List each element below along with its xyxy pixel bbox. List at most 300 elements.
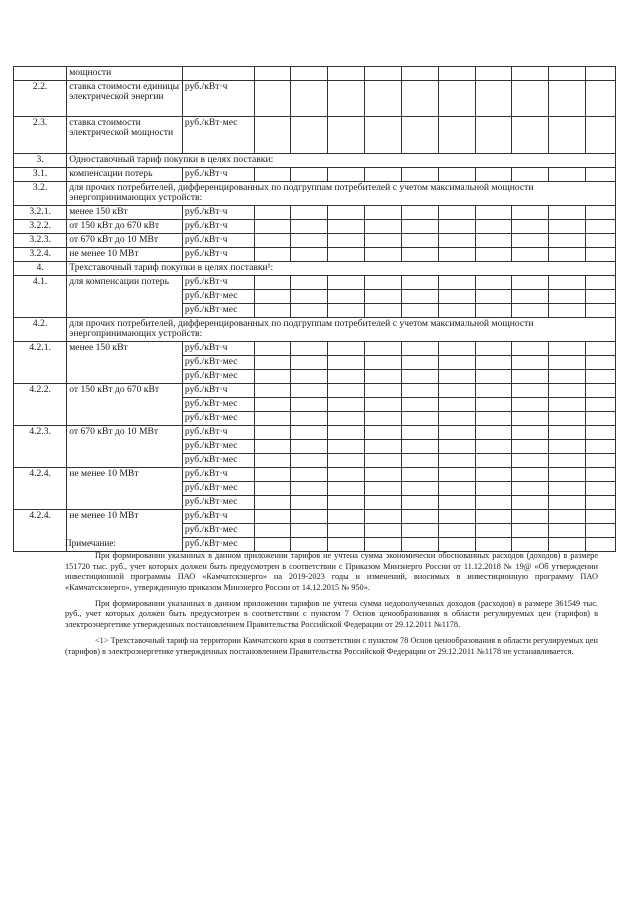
value-cell: [549, 304, 586, 318]
value-cell: [549, 206, 586, 220]
value-cell: [586, 234, 616, 248]
value-cell: [586, 426, 616, 440]
value-cell: [291, 426, 328, 440]
value-cell: [365, 290, 402, 304]
value-cell: [586, 440, 616, 454]
value-cell: [365, 117, 402, 154]
value-cell: [549, 398, 586, 412]
value-cell: [438, 248, 475, 262]
value-cell: [401, 220, 438, 234]
value-cell: [512, 398, 549, 412]
value-cell: [512, 454, 549, 468]
value-cell: [549, 426, 586, 440]
value-cell: [254, 524, 291, 538]
value-cell: [512, 81, 549, 117]
row-number: 2.2.: [14, 81, 67, 117]
value-cell: [586, 304, 616, 318]
value-cell: [475, 67, 512, 81]
row-unit: руб./кВт·мес: [182, 370, 254, 384]
value-cell: [401, 248, 438, 262]
value-cell: [586, 248, 616, 262]
section-heading: для прочих потребителей, дифференцированных по подгруппам потребителей с учетом максимальной мощности энергопринимающих устройств:: [67, 182, 616, 206]
table-row: [14, 426, 616, 440]
value-cell: [401, 168, 438, 182]
value-cell: [401, 440, 438, 454]
value-cell: [438, 510, 475, 524]
table-row: [14, 276, 616, 290]
value-cell: [328, 510, 365, 524]
row-name: менее 150 кВт: [67, 342, 183, 384]
value-cell: [328, 220, 365, 234]
value-cell: [365, 356, 402, 370]
row-number: 4.2.3.: [14, 426, 67, 468]
row-unit: руб./кВт·мес: [182, 398, 254, 412]
value-cell: [401, 426, 438, 440]
value-cell: [365, 468, 402, 482]
row-unit: руб./кВт·мес: [182, 117, 254, 154]
value-cell: [438, 234, 475, 248]
row-number: 3.2.3.: [14, 234, 67, 248]
value-cell: [586, 276, 616, 290]
row-unit: руб./кВт·ч: [182, 426, 254, 440]
value-cell: [401, 67, 438, 81]
row-number: 4.: [14, 262, 67, 276]
value-cell: [254, 468, 291, 482]
value-cell: [291, 454, 328, 468]
value-cell: [549, 248, 586, 262]
value-cell: [475, 342, 512, 356]
value-cell: [475, 426, 512, 440]
section-heading: для прочих потребителей, дифференцированных по подгруппам потребителей с учетом максимальной мощности энергопринимающих устройств:: [67, 318, 616, 342]
value-cell: [512, 384, 549, 398]
tariff-table-body: [14, 67, 616, 552]
row-name: не менее 10 МВт: [67, 510, 183, 552]
value-cell: [512, 234, 549, 248]
value-cell: [291, 276, 328, 290]
value-cell: [438, 81, 475, 117]
table-row: [14, 234, 616, 248]
value-cell: [365, 384, 402, 398]
row-number: 4.2.1.: [14, 342, 67, 384]
value-cell: [254, 81, 291, 117]
value-cell: [549, 234, 586, 248]
table-row: [14, 468, 616, 482]
value-cell: [586, 510, 616, 524]
value-cell: [549, 356, 586, 370]
value-cell: [475, 398, 512, 412]
row-number: 4.2.4.: [14, 468, 67, 510]
value-cell: [254, 426, 291, 440]
value-cell: [254, 290, 291, 304]
row-number: 3.2.2.: [14, 220, 67, 234]
row-name: от 150 кВт до 670 кВт: [67, 384, 183, 426]
row-unit: руб./кВт·ч: [182, 220, 254, 234]
value-cell: [512, 276, 549, 290]
row-unit: руб./кВт·ч: [182, 206, 254, 220]
value-cell: [586, 496, 616, 510]
value-cell: [401, 276, 438, 290]
value-cell: [512, 412, 549, 426]
value-cell: [549, 370, 586, 384]
row-name: ставка стоимости электрической мощности: [67, 117, 183, 154]
value-cell: [512, 168, 549, 182]
value-cell: [291, 510, 328, 524]
row-unit: руб./кВт·ч: [182, 342, 254, 356]
value-cell: [328, 454, 365, 468]
value-cell: [475, 248, 512, 262]
value-cell: [475, 206, 512, 220]
value-cell: [328, 370, 365, 384]
value-cell: [401, 496, 438, 510]
row-unit: руб./кВт·мес: [182, 290, 254, 304]
value-cell: [291, 356, 328, 370]
value-cell: [586, 290, 616, 304]
value-cell: [254, 496, 291, 510]
value-cell: [586, 81, 616, 117]
value-cell: [475, 440, 512, 454]
value-cell: [365, 304, 402, 318]
value-cell: [512, 356, 549, 370]
value-cell: [512, 67, 549, 81]
value-cell: [475, 496, 512, 510]
value-cell: [401, 398, 438, 412]
value-cell: [512, 206, 549, 220]
value-cell: [365, 67, 402, 81]
value-cell: [365, 342, 402, 356]
value-cell: [291, 168, 328, 182]
value-cell: [549, 168, 586, 182]
value-cell: [328, 496, 365, 510]
row-unit: руб./кВт·мес: [182, 482, 254, 496]
value-cell: [401, 468, 438, 482]
value-cell: [291, 398, 328, 412]
value-cell: [512, 496, 549, 510]
value-cell: [291, 234, 328, 248]
value-cell: [401, 454, 438, 468]
row-unit: руб./кВт·ч: [182, 248, 254, 262]
value-cell: [401, 524, 438, 538]
row-name: от 670 кВт до 10 МВт: [67, 426, 183, 468]
value-cell: [475, 117, 512, 154]
value-cell: [401, 81, 438, 117]
value-cell: [254, 206, 291, 220]
value-cell: [512, 220, 549, 234]
value-cell: [475, 276, 512, 290]
value-cell: [438, 468, 475, 482]
value-cell: [254, 412, 291, 426]
table-row: [14, 206, 616, 220]
value-cell: [438, 384, 475, 398]
row-unit: руб./кВт·ч: [182, 81, 254, 117]
row-number: 2.3.: [14, 117, 67, 154]
value-cell: [291, 496, 328, 510]
value-cell: [438, 206, 475, 220]
row-number: [14, 67, 67, 81]
value-cell: [475, 412, 512, 426]
value-cell: [401, 304, 438, 318]
value-cell: [549, 220, 586, 234]
value-cell: [549, 67, 586, 81]
value-cell: [328, 168, 365, 182]
row-unit: руб./кВт·мес: [182, 412, 254, 426]
table-row: [14, 384, 616, 398]
value-cell: [328, 81, 365, 117]
value-cell: [475, 81, 512, 117]
section-heading: Одноставочный тариф покупки в целях поставки:: [67, 154, 616, 168]
row-unit: руб./кВт·ч: [182, 168, 254, 182]
value-cell: [254, 304, 291, 318]
row-unit: руб./кВт·ч: [182, 234, 254, 248]
value-cell: [328, 426, 365, 440]
row-unit: руб./кВт·мес: [182, 524, 254, 538]
value-cell: [549, 524, 586, 538]
value-cell: [328, 117, 365, 154]
value-cell: [549, 412, 586, 426]
value-cell: [549, 482, 586, 496]
row-name: мощности: [67, 67, 183, 81]
value-cell: [586, 482, 616, 496]
value-cell: [254, 67, 291, 81]
value-cell: [549, 81, 586, 117]
value-cell: [549, 468, 586, 482]
value-cell: [438, 220, 475, 234]
tariff-table: [13, 66, 616, 552]
value-cell: [291, 304, 328, 318]
value-cell: [401, 384, 438, 398]
value-cell: [586, 468, 616, 482]
value-cell: [328, 482, 365, 496]
value-cell: [586, 220, 616, 234]
row-name: менее 150 кВт: [67, 206, 183, 220]
value-cell: [475, 220, 512, 234]
value-cell: [254, 482, 291, 496]
value-cell: [475, 384, 512, 398]
value-cell: [401, 482, 438, 496]
row-number: 3.2.1.: [14, 206, 67, 220]
row-unit: руб./кВт·ч: [182, 384, 254, 398]
row-unit: руб./кВт·мес: [182, 356, 254, 370]
value-cell: [438, 342, 475, 356]
value-cell: [438, 398, 475, 412]
row-number: 3.1.: [14, 168, 67, 182]
value-cell: [328, 276, 365, 290]
table-row: [14, 81, 616, 117]
value-cell: [401, 370, 438, 384]
value-cell: [401, 206, 438, 220]
value-cell: [328, 356, 365, 370]
table-row: [14, 117, 616, 154]
value-cell: [512, 290, 549, 304]
value-cell: [401, 290, 438, 304]
value-cell: [586, 412, 616, 426]
value-cell: [291, 342, 328, 356]
value-cell: [328, 67, 365, 81]
value-cell: [438, 412, 475, 426]
value-cell: [365, 496, 402, 510]
row-unit: руб./кВт·мес: [182, 454, 254, 468]
value-cell: [328, 412, 365, 426]
value-cell: [586, 342, 616, 356]
value-cell: [438, 454, 475, 468]
value-cell: [438, 356, 475, 370]
value-cell: [475, 468, 512, 482]
section-heading: Трехставочный тариф покупки в целях поставки¹:: [67, 262, 616, 276]
row-unit: руб./кВт·мес: [182, 440, 254, 454]
value-cell: [512, 440, 549, 454]
value-cell: [512, 510, 549, 524]
value-cell: [254, 220, 291, 234]
value-cell: [254, 384, 291, 398]
table-row: [14, 248, 616, 262]
value-cell: [365, 220, 402, 234]
value-cell: [438, 290, 475, 304]
table-row: [14, 342, 616, 356]
value-cell: [438, 496, 475, 510]
row-name: для компенсации потерь: [67, 276, 183, 318]
value-cell: [291, 384, 328, 398]
value-cell: [291, 482, 328, 496]
note-paragraph-2: При формировании указанных в данном приложении тарифов не учтена сумма недополученных доходов (расходов) в размере 361549 тыс. руб., учет которых должен быть предусмотрен в соответствии с пунктом 7 Основ ценообразования в области регулируемых цен (тарифов) в электроэнергетике утвержденных постановлением Правительства Российской Федерации от 29.12.2011 №1178.: [65, 599, 598, 629]
value-cell: [586, 168, 616, 182]
table-row: [14, 510, 616, 524]
value-cell: [365, 440, 402, 454]
value-cell: [365, 81, 402, 117]
section-row: [14, 262, 616, 276]
value-cell: [438, 440, 475, 454]
value-cell: [438, 276, 475, 290]
value-cell: [475, 524, 512, 538]
value-cell: [549, 454, 586, 468]
value-cell: [549, 342, 586, 356]
value-cell: [291, 67, 328, 81]
row-number: 4.2.: [14, 318, 67, 342]
value-cell: [365, 482, 402, 496]
value-cell: [254, 398, 291, 412]
value-cell: [586, 384, 616, 398]
row-name: от 150 кВт до 670 кВт: [67, 220, 183, 234]
value-cell: [254, 370, 291, 384]
value-cell: [254, 168, 291, 182]
row-unit: руб./кВт·мес: [182, 304, 254, 318]
row-number: 4.1.: [14, 276, 67, 318]
value-cell: [512, 342, 549, 356]
note-paragraph-1: При формировании указанных в данном приложении тарифов не учтена сумма экономически обоснованных расходов (доходов) в размере 151720 тыс. руб., учет которых должен быть предусмотрен в соответствии с Приказом Минэнерго России от 11.12.2018 № 19@ «Об утверждении инвестиционной программы ПАО «Камчатскэнерго» на 2019-2023 годы и изменений, вносимых в инвестиционную программу ПАО «Камчатскэнерго», утвержденную приказом Минэнерго России от 14.12.2015 № 950».: [65, 551, 598, 592]
row-unit: руб./кВт·ч: [182, 510, 254, 524]
section-row: [14, 154, 616, 168]
row-name: не менее 10 МВт: [67, 468, 183, 510]
row-number: 3.2.4.: [14, 248, 67, 262]
value-cell: [365, 234, 402, 248]
value-cell: [512, 482, 549, 496]
value-cell: [365, 426, 402, 440]
tariff-document: [13, 66, 616, 552]
value-cell: [401, 117, 438, 154]
value-cell: [365, 168, 402, 182]
value-cell: [438, 117, 475, 154]
value-cell: [291, 81, 328, 117]
value-cell: [512, 248, 549, 262]
row-unit: руб./кВт·мес: [182, 538, 254, 552]
value-cell: [586, 67, 616, 81]
value-cell: [254, 234, 291, 248]
value-cell: [254, 356, 291, 370]
value-cell: [586, 206, 616, 220]
value-cell: [365, 206, 402, 220]
value-cell: [365, 510, 402, 524]
value-cell: [549, 496, 586, 510]
value-cell: [328, 290, 365, 304]
value-cell: [254, 342, 291, 356]
value-cell: [291, 468, 328, 482]
value-cell: [328, 398, 365, 412]
value-cell: [328, 468, 365, 482]
row-unit: руб./кВт·ч: [182, 468, 254, 482]
note-paragraph-3: <1> Трехставочный тариф на территории Камчатского края в соответствии с пунктом 78 Основ ценообразования в области регулируемых цен (тарифов) в электроэнергетике утвержденных постановлением Правительства Российской Федерации от 29.12.2011 №1178 не устанавливается.: [65, 636, 598, 656]
value-cell: [291, 290, 328, 304]
value-cell: [365, 370, 402, 384]
table-row: [14, 168, 616, 182]
row-name: не менее 10 МВт: [67, 248, 183, 262]
value-cell: [254, 454, 291, 468]
value-cell: [401, 234, 438, 248]
value-cell: [512, 524, 549, 538]
value-cell: [438, 524, 475, 538]
value-cell: [401, 412, 438, 426]
row-number: 3.: [14, 154, 67, 168]
value-cell: [254, 276, 291, 290]
value-cell: [586, 524, 616, 538]
value-cell: [328, 384, 365, 398]
value-cell: [475, 234, 512, 248]
value-cell: [438, 426, 475, 440]
value-cell: [549, 384, 586, 398]
value-cell: [365, 412, 402, 426]
row-number: 4.2.4.: [14, 510, 67, 552]
value-cell: [475, 370, 512, 384]
value-cell: [291, 440, 328, 454]
value-cell: [328, 342, 365, 356]
value-cell: [365, 398, 402, 412]
value-cell: [475, 454, 512, 468]
value-cell: [512, 426, 549, 440]
value-cell: [365, 454, 402, 468]
value-cell: [254, 117, 291, 154]
value-cell: [438, 67, 475, 81]
value-cell: [254, 510, 291, 524]
value-cell: [291, 206, 328, 220]
value-cell: [475, 304, 512, 318]
value-cell: [586, 454, 616, 468]
value-cell: [475, 290, 512, 304]
value-cell: [586, 370, 616, 384]
row-name: ставка стоимости единицы электрической энергии: [67, 81, 183, 117]
row-name: от 670 кВт до 10 МВт: [67, 234, 183, 248]
value-cell: [438, 304, 475, 318]
value-cell: [254, 248, 291, 262]
value-cell: [438, 370, 475, 384]
value-cell: [291, 117, 328, 154]
value-cell: [254, 440, 291, 454]
value-cell: [328, 440, 365, 454]
value-cell: [365, 276, 402, 290]
value-cell: [291, 370, 328, 384]
value-cell: [549, 440, 586, 454]
value-cell: [328, 206, 365, 220]
value-cell: [291, 412, 328, 426]
value-cell: [328, 524, 365, 538]
value-cell: [586, 117, 616, 154]
table-row: [14, 67, 616, 81]
